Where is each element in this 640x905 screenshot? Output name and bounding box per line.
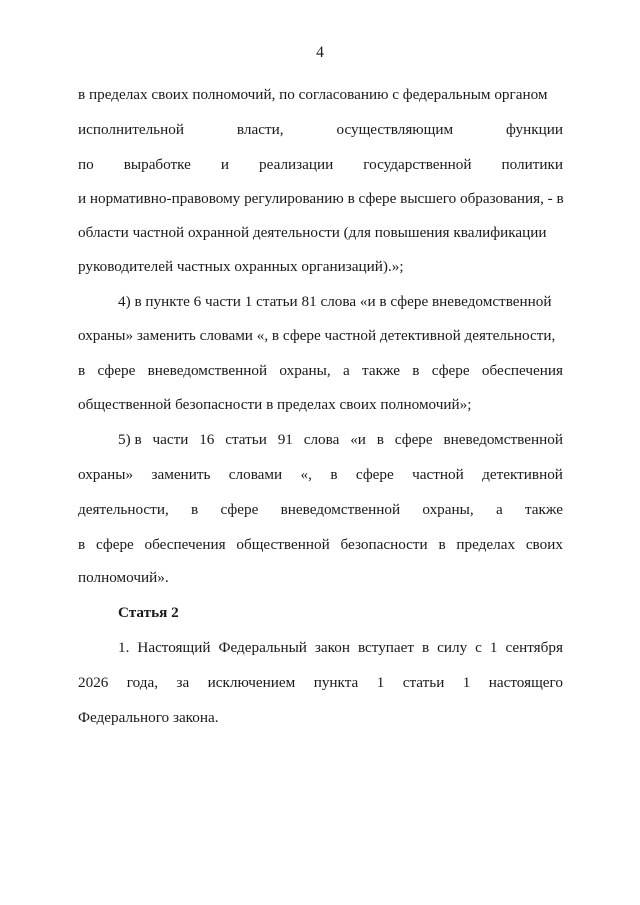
word: охраны,: [279, 362, 331, 379]
text-line-justified: [118, 639, 563, 657]
word: словами: [228, 466, 283, 483]
word: власти,: [236, 121, 284, 138]
word: в: [412, 362, 420, 379]
word: вневедомственной: [443, 431, 563, 448]
word: обеспечения: [144, 536, 226, 553]
word: сфере: [220, 501, 259, 518]
text-line-justified: [78, 674, 563, 692]
text-line-justified: [78, 466, 563, 484]
text-line: общественной безопасности в пределах своих полномочий»;: [78, 396, 472, 413]
word: в: [438, 536, 446, 553]
text-line: полномочий».: [78, 569, 169, 586]
word: а: [342, 362, 350, 379]
word: также: [362, 362, 400, 379]
word: 1: [489, 639, 498, 656]
word: Федеральный: [218, 639, 307, 656]
word: исполнительной: [78, 121, 184, 138]
word: охраны»: [78, 466, 134, 483]
word: года,: [126, 674, 159, 691]
word: Настоящий: [137, 639, 211, 656]
word: безопасности: [340, 536, 428, 553]
word: вневедомственной: [280, 501, 401, 518]
word: обеспечения: [481, 362, 563, 379]
word: «,: [300, 466, 312, 483]
word: также: [524, 501, 563, 518]
word: настоящего: [488, 674, 563, 691]
word: 2026: [78, 674, 109, 691]
word: 1: [376, 674, 385, 691]
word: сфере: [355, 466, 394, 483]
text-line: в пределах своих полномочий, по согласованию с федеральным органом: [78, 86, 548, 103]
word: силу: [437, 639, 468, 656]
word: по: [78, 156, 94, 173]
word: функции: [506, 121, 563, 138]
text-line-indented: 4) в пункте 6 части 1 статьи 81 слова «и в сфере вневедомственной: [118, 293, 552, 310]
article-heading: Статья 2: [118, 604, 179, 621]
word: в: [78, 362, 86, 379]
word: детективной: [482, 466, 563, 483]
word: статьи: [402, 674, 445, 691]
text-line: охраны» заменить словами «, в сфере частной детективной деятельности,: [78, 327, 556, 344]
word: реализации: [259, 156, 334, 173]
word: охраны,: [422, 501, 474, 518]
word: общественной: [236, 536, 330, 553]
word: пункта: [313, 674, 359, 691]
word: вступает: [357, 639, 415, 656]
text-line: и нормативно-правовому регулированию в сфере высшего образования, - в: [78, 190, 564, 207]
word: в: [330, 466, 338, 483]
word: в: [78, 536, 86, 553]
word: частной: [412, 466, 464, 483]
word: и: [220, 156, 230, 173]
word: закон: [314, 639, 350, 656]
page-number: 4: [316, 44, 324, 61]
word: выработке: [123, 156, 191, 173]
word: в: [376, 431, 384, 448]
word: осуществляющим: [336, 121, 454, 138]
word: 1.: [118, 639, 130, 656]
word: сфере: [95, 536, 134, 553]
text-line-justified: [118, 431, 563, 449]
word: деятельности,: [78, 501, 169, 518]
word: пределах: [456, 536, 516, 553]
word: статьи: [225, 431, 267, 448]
word: государственной: [363, 156, 472, 173]
word: а: [495, 501, 503, 518]
word: 1: [462, 674, 471, 691]
word: политики: [501, 156, 563, 173]
text-line: руководителей частных охранных организаций).»;: [78, 258, 404, 275]
word: 5) в: [118, 431, 142, 448]
word: в: [422, 639, 430, 656]
word: сфере: [97, 362, 136, 379]
word: за: [176, 674, 190, 691]
word: в: [191, 501, 199, 518]
text-line-justified: [78, 362, 563, 380]
word: с: [475, 639, 482, 656]
text-line: области частной охранной деятельности (для повышения квалификации: [78, 224, 547, 241]
word: 91: [277, 431, 293, 448]
text-line-justified: [78, 121, 563, 139]
word: заменить: [151, 466, 211, 483]
text-line-justified: [78, 536, 563, 554]
word: своих: [525, 536, 563, 553]
word: «и: [350, 431, 366, 448]
word: сфере: [431, 362, 470, 379]
word: слова: [303, 431, 340, 448]
text-line: Федерального закона.: [78, 709, 219, 726]
word: вневедомственной: [147, 362, 268, 379]
word: сентября: [505, 639, 563, 656]
text-line-justified: [78, 156, 563, 174]
word: части: [152, 431, 189, 448]
word: сфере: [394, 431, 433, 448]
text-line-justified: [78, 501, 563, 519]
word: исключением: [207, 674, 296, 691]
word: 16: [199, 431, 215, 448]
